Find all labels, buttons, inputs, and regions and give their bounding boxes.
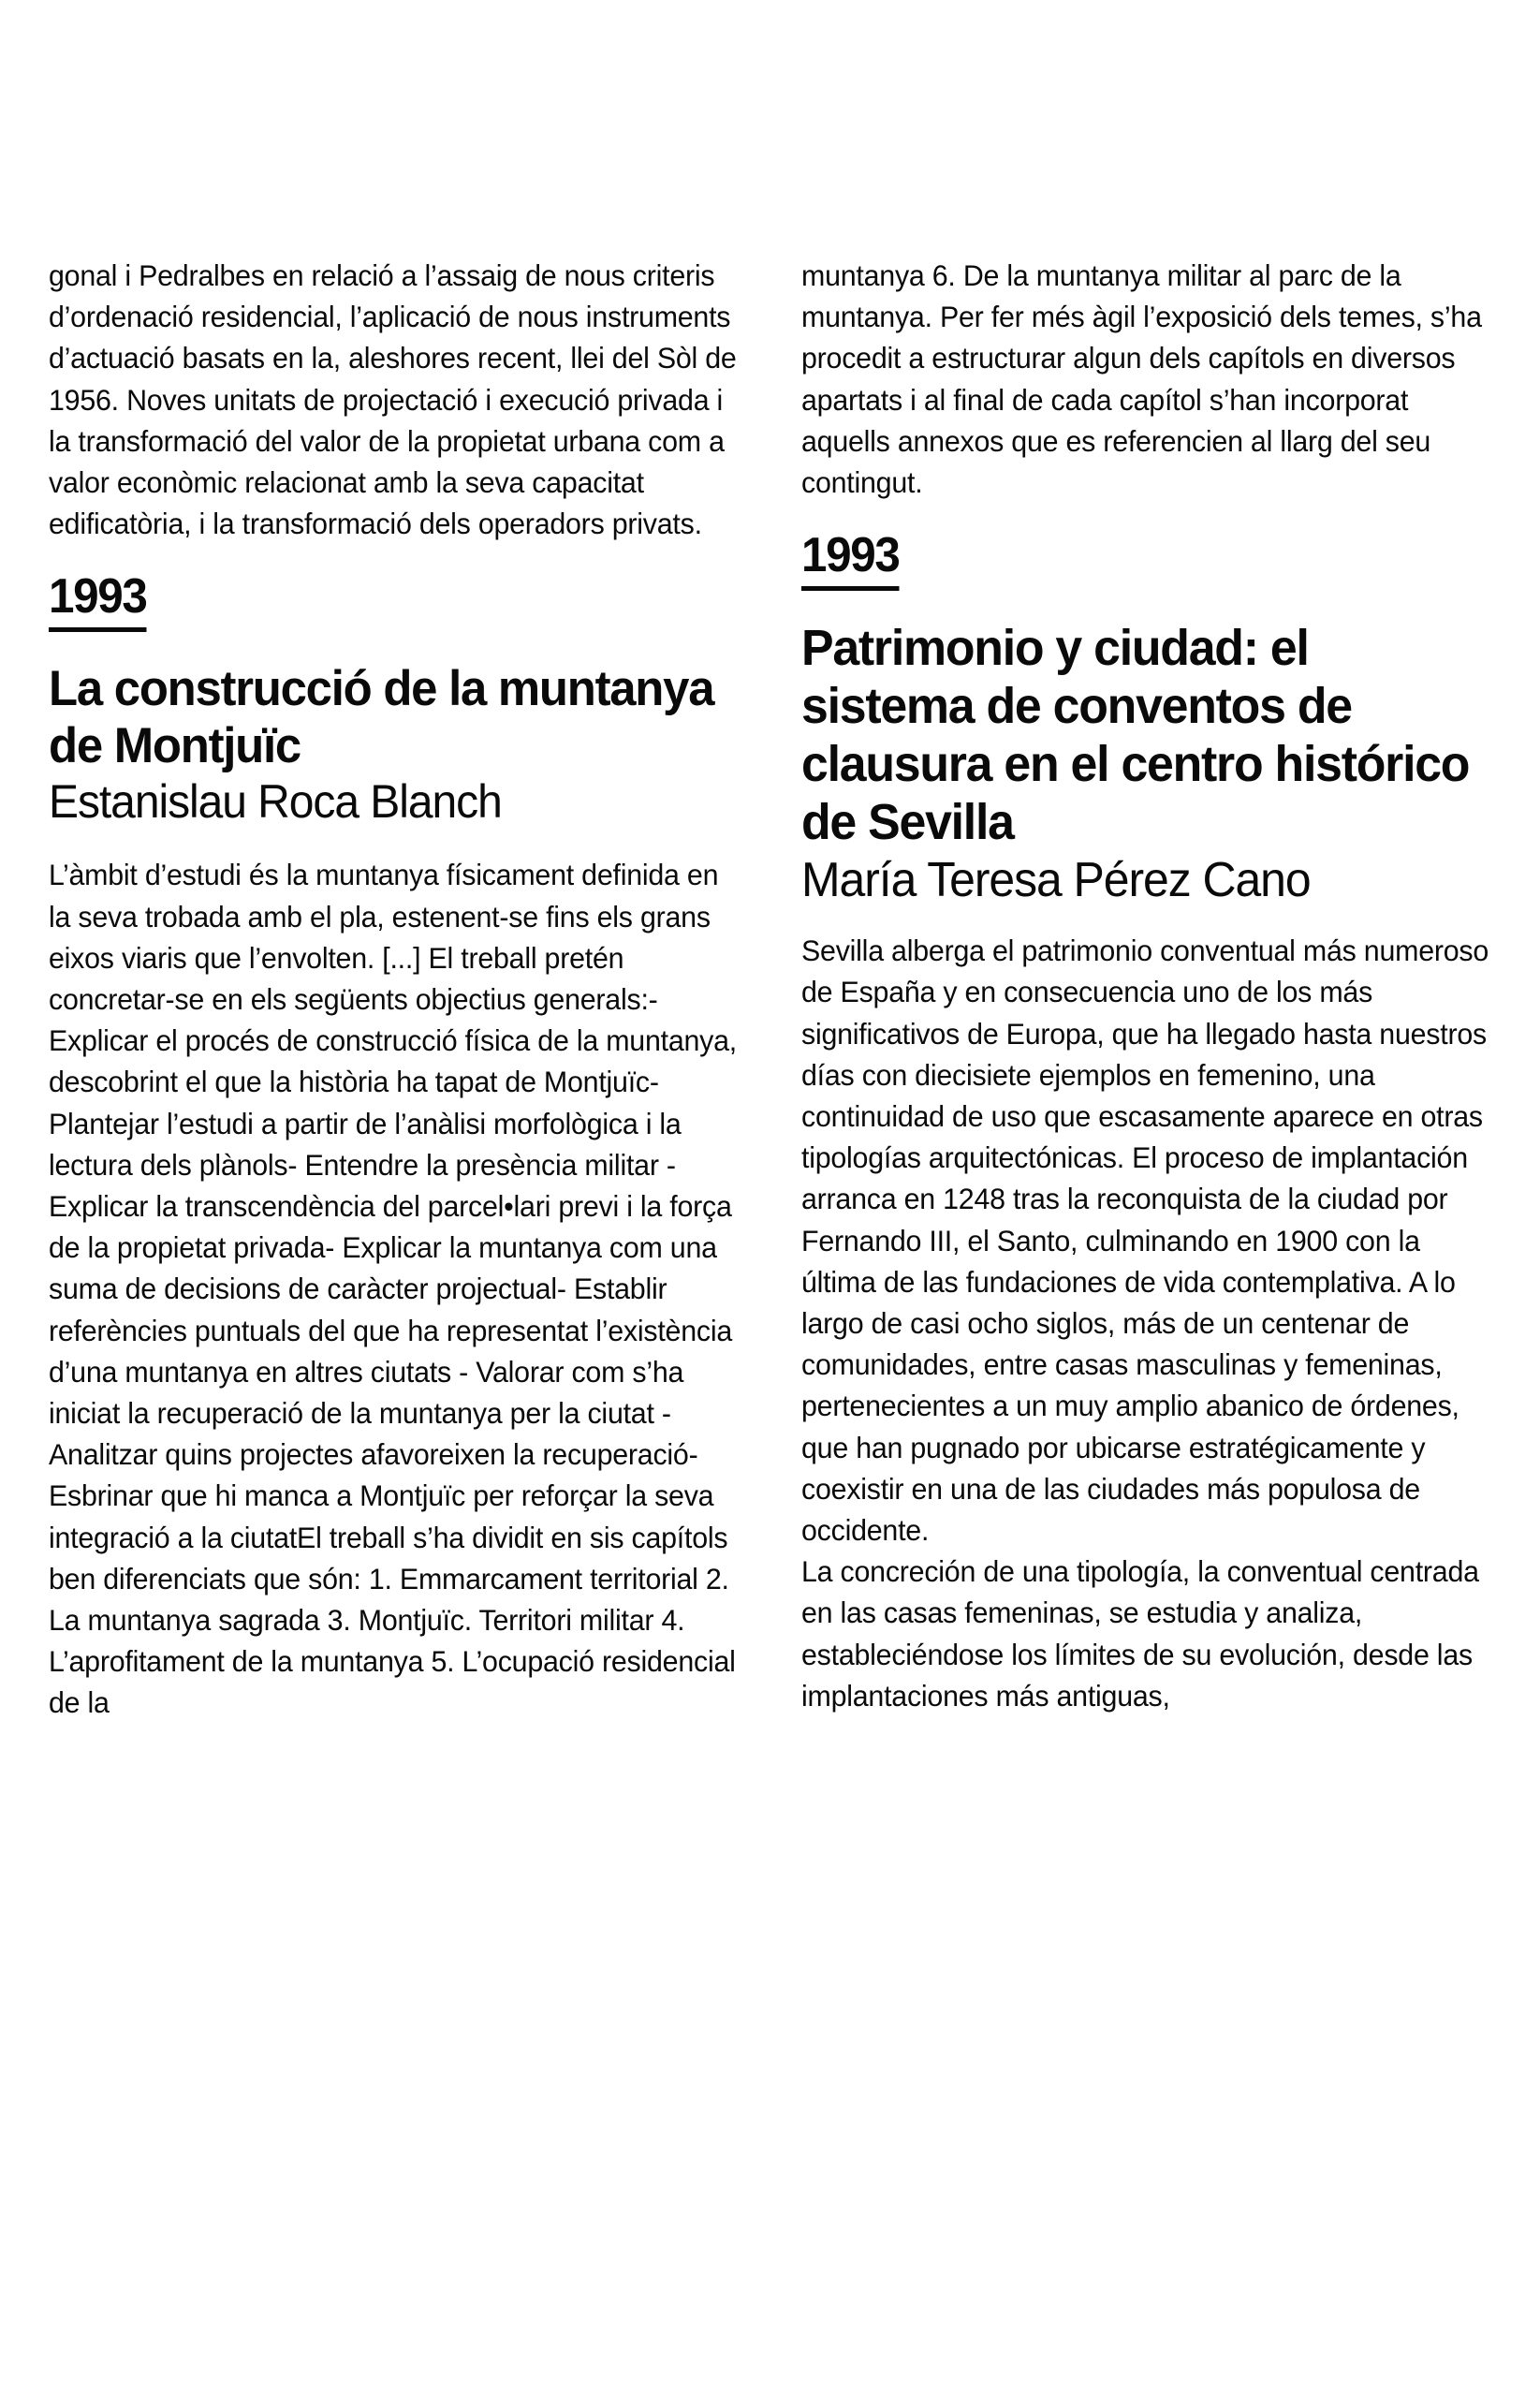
left-year-heading-wrap	[49, 568, 741, 632]
two-column-layout	[49, 255, 1491, 1724]
right-year-heading-wrap	[801, 527, 1494, 591]
right-year-heading: 1993	[801, 527, 900, 591]
left-continuation-paragraph: gonal i Pedralbes en relació a l’assaig de nous criteris d’ordenació residencial, l’aplicació de nous instruments d’actuació basats en la, aleshores recent, llei del Sòl de 1956. Noves unitats de projectació i execució privada i la transformació del valor de la propietat urbana com a valor econòmic relacionat amb la seva capacitat edificatòria, i la transformació dels operadors privats.	[49, 258, 737, 541]
right-article-abstract: Sevilla alberga el patrimonio conventual más numeroso de España y en consecuencia uno de los más significativos de Europa, que ha llegado hasta nuestros días con diecisiete ejemplos en femenino, una continuidad de uso que escasamente aparece en otras tipologías arquitectónicas. El proceso de implantación arranca en 1248 tras la reconquista de la ciudad por Fernando III, el Santo, culminando en 1900 con la última de las fundaciones de vida contemplativa. A lo largo de casi ocho siglos, más de un centenar de comunidades, entre casas masculinas y femeninas, pertenecientes a un muy amplio abanico de órdenes, que han pugnado por ubicarse estratégicamente y coexistir en una de las ciudades más populosa de occidente.	[801, 934, 1489, 1548]
right-article-title: Patrimonio y ciudad: el sistema de conventos de clausura en el centro histórico de Sevilla	[801, 620, 1470, 851]
left-year-heading: 1993	[49, 568, 147, 632]
right-continuation-paragraph: muntanya 6. De la muntanya militar al parc de la muntanya. Per fer més àgil l’exposició dels temes, s’ha procedit a estructurar algun dels capítols en diversos apartats i al final de cada capítol s’han incorporat aquells annexos que es referencien al llarg del seu contingut.	[801, 258, 1482, 500]
left-column	[49, 255, 741, 1724]
left-article-abstract: L’àmbit d’estudi és la muntanya físicament definida en la seva trobada amb el pla, estenent-se fins els grans eixos viaris que l’envolten. [...] El treball pretén concretar-se en els següents objectius generals:- Explicar el procés de construcció física de la muntanya, descobrint el que la història ha tapat de Montjuïc- Plantejar l’estudi a partir de l’anàlisi morfològica i la lectura dels plànols- Entendre la presència militar - Explicar la transcendència del parcel•lari previ i la força de la propietat privada- Explicar la muntanya com una suma de decisions de caràcter projectual- Establir referències puntuals del que ha representat l’existència d’una muntanya en altres ciutats - Valorar com s’ha iniciat la recuperació de la muntanya per la ciutat - Analitzar quins projectes afavoreixen la recuperació- Esbrinar que hi manca a Montjuïc per reforçar la seva integració a la ciutatEl treball s’ha dividit en sis capítols ben diferenciats que són: 1. Emmarcament territorial 2. La muntanya sagrada 3. Montjuïc. Territori militar 4. L’aprofitament de la muntanya 5. L’ocupació residencial de la	[49, 858, 737, 1720]
right-column	[801, 255, 1494, 1716]
left-article-title: La construcció de la muntanya de Montjuïc	[49, 661, 714, 774]
right-article-abstract-continued: La concreción de una tipología, la conventual centrada en las casas femeninas, se estudia y analiza, estableciéndose los límites de su evolución, desde las implantaciones más antiguas,	[801, 1554, 1479, 1713]
left-article-author: Estanislau Roca Blanch	[49, 775, 502, 829]
right-article-author: María Teresa Pérez Cano	[801, 853, 1311, 908]
